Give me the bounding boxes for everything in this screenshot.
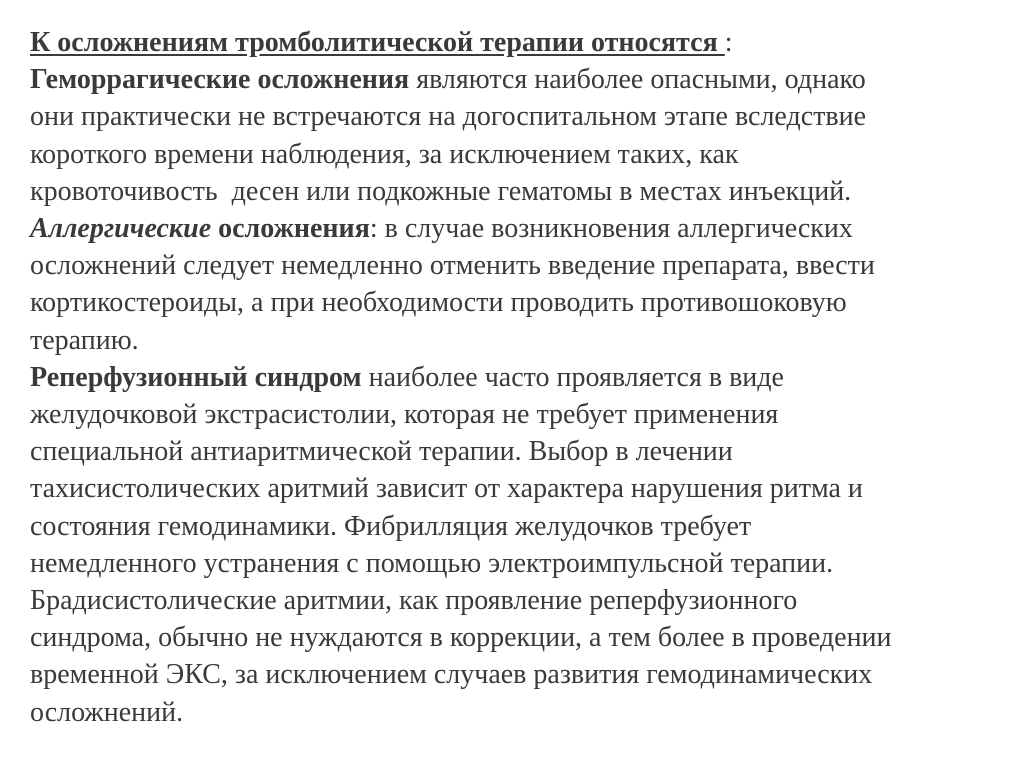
reperfusion-body: наиболее часто проявляется в виде желудочковой экстрасистолии, которая не требует применения специальной антиаритмической терапии. Выбор в лечении тахисистолических аритмий зависит от характера нарушения ритма и состояния гемодинамики. Фибрилляция желудочков требует немедленного устранения с помощью электроимпульсной терапии. Брадисистолические аритмии, как проявление реперфузионного синдрома, обычно не нуждаются в коррекции, а тем более в проведении временной ЭКС, за исключением случаев развития гемодинамических осложнений. (30, 361, 892, 728)
heading-line (30, 24, 1005, 61)
heading-title: К осложнениям тромболитической терапии относятся (30, 27, 725, 58)
hemorrhagic-term: Геморрагические осложнения (30, 64, 410, 96)
slide-text (30, 24, 1005, 731)
heading-colon: : (724, 27, 733, 58)
allergic-term-italic: Аллергические (30, 213, 212, 245)
allergic-paragraph (30, 210, 1005, 359)
hemorrhagic-body: являются наиболее опасными, однако они практически не встречаются на догоспитальном этапе вследствие короткого времени наблюдения, за исключением таких, как кровоточивость десен или подкожные гематомы в местах инъекций. (30, 64, 867, 207)
reperfusion-term: Реперфузионный синдром (30, 361, 362, 393)
allergic-body: : в случае возникновения аллергических осложнений следует немедленно отменить введение препарата, ввести кортикостероиды, а при необходимости проводить противошоковую терапию. (30, 213, 875, 356)
allergic-term-bold: осложнения (211, 213, 370, 245)
hemorrhagic-paragraph (30, 61, 1005, 210)
reperfusion-paragraph (30, 359, 1005, 731)
